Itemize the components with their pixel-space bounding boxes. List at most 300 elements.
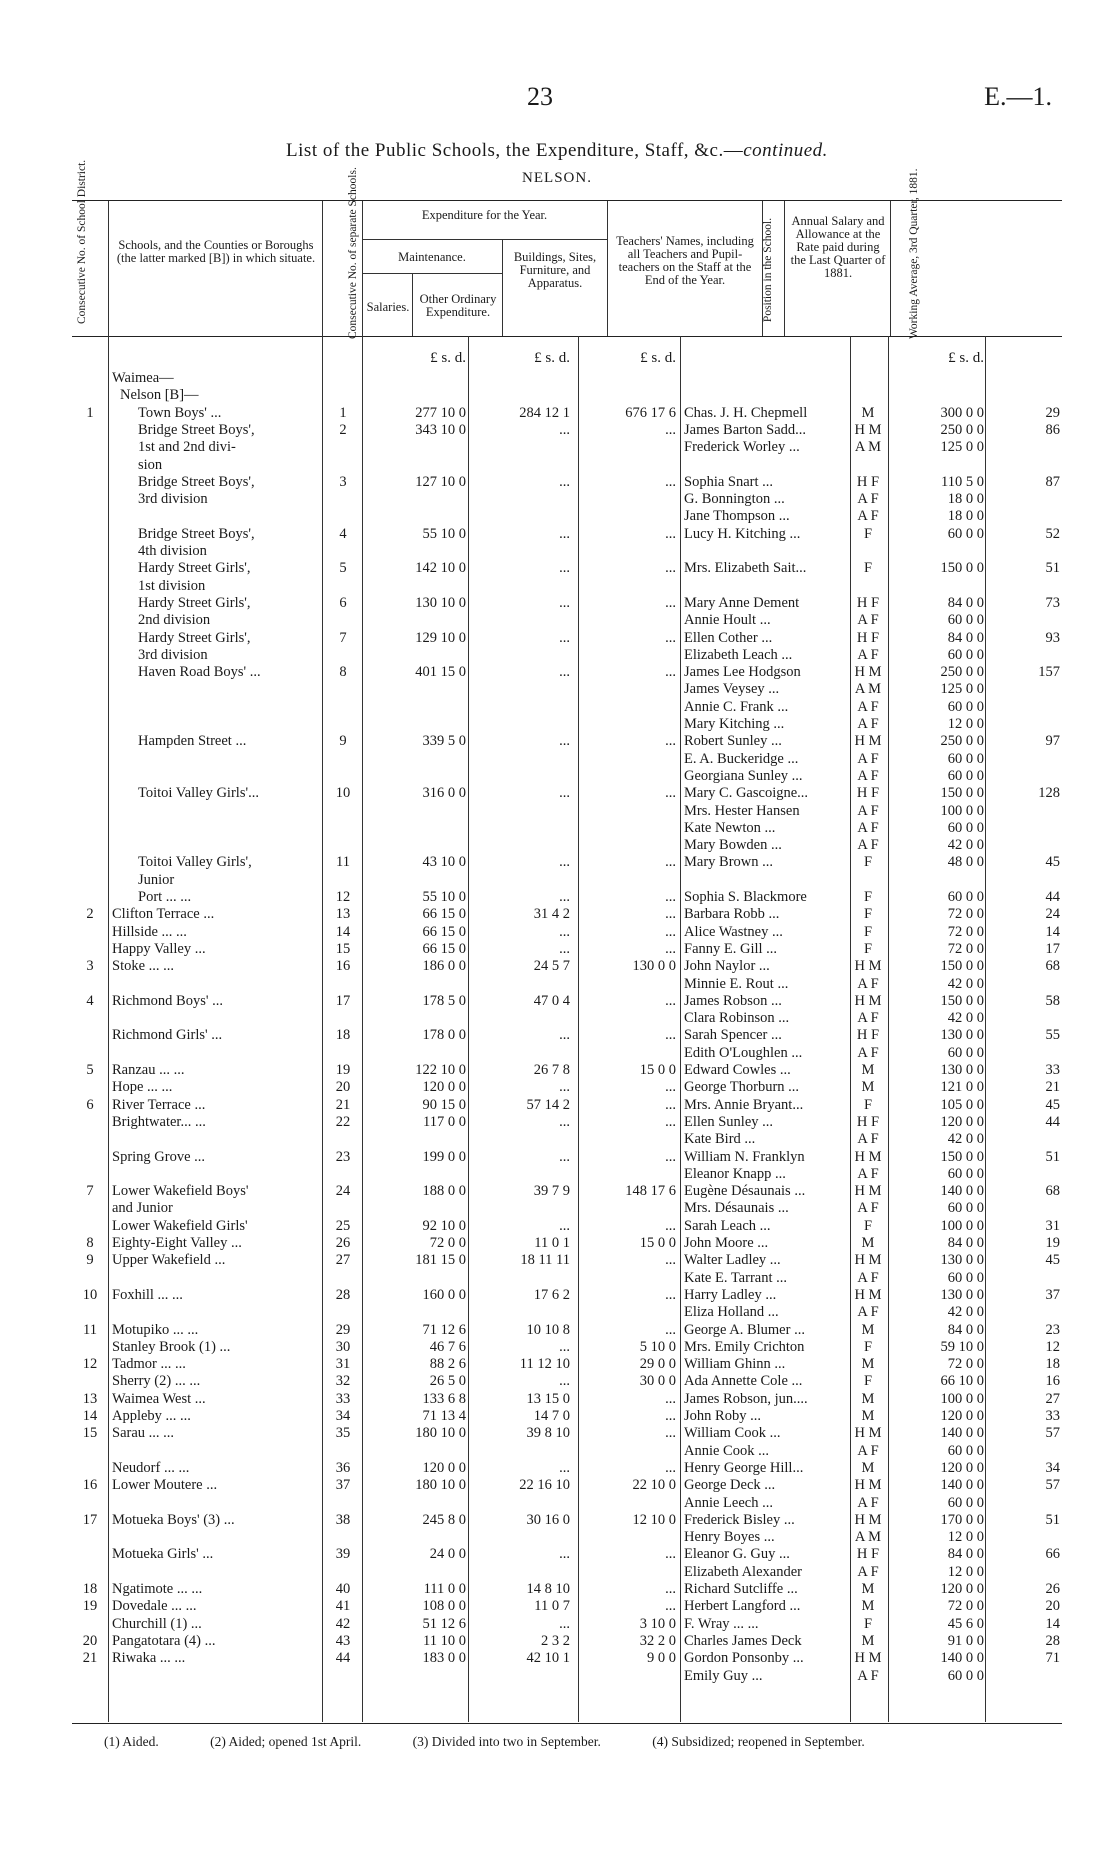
table-row [0, 630, 1114, 647]
other-expenditure-cell: ... [559, 1027, 570, 1044]
teacher-name: Charles James Deck [684, 1632, 802, 1649]
buildings-cell: ... [665, 906, 676, 923]
buildings-cell: 32 2 0 [639, 1632, 676, 1649]
school-name: Eighty-Eight Valley ... [112, 1235, 242, 1251]
table-row [0, 1391, 1114, 1408]
buildings-cell: ... [665, 1217, 676, 1234]
table-row [0, 387, 1114, 404]
school-name: Motueka Boys' (3) ... [112, 1511, 235, 1528]
other-expenditure-cell: 11 12 10 [519, 1356, 570, 1373]
teacher-name: Mary Kitching ... [684, 716, 785, 732]
salaries-cell: 183 0 0 [422, 1650, 466, 1667]
teacher-name: F. Wray ... ... [684, 1615, 759, 1632]
position-cell: A F [857, 1667, 879, 1684]
position-cell: M [861, 1598, 875, 1615]
other-expenditure-cell: 31 4 2 [533, 906, 570, 923]
school-name: Haven Road Boys' ... [138, 664, 261, 681]
buildings-cell: ... [665, 473, 676, 490]
salaries-cell: 343 10 0 [415, 421, 466, 438]
salary-cell: 84 0 0 [947, 594, 984, 611]
buildings-cell: ... [665, 992, 676, 1009]
salaries-cell: 55 10 0 [422, 525, 466, 542]
footnote: (4) Subsidized; reopened in September. [652, 1734, 865, 1749]
teacher-name: Fanny E. Gill ... [684, 940, 778, 957]
school-number: 7 [339, 629, 347, 646]
position-cell: F [863, 889, 873, 905]
school-name: Stanley Brook (1) ... [112, 1338, 231, 1355]
school-name: Tadmor ... ... [112, 1356, 186, 1373]
school-name: Upper Wakefield ... [112, 1252, 226, 1269]
salaries-cell: 120 0 0 [422, 1079, 466, 1096]
average-cell: 29 [1045, 404, 1060, 421]
position-cell: H F [856, 1546, 880, 1563]
school-name: and Junior [112, 1200, 173, 1217]
salaries-cell: 181 15 0 [415, 1252, 466, 1269]
teacher-name: Jane Thompson ... [684, 508, 790, 525]
salary-cell: 60 0 0 [947, 1165, 984, 1182]
school-name: Ranzau ... ... [112, 1062, 185, 1078]
buildings-cell: 29 0 0 [639, 1356, 676, 1373]
teacher-name: Herbert Langford ... [684, 1598, 801, 1615]
buildings-cell: ... [665, 1598, 676, 1615]
salary-cell: 130 0 0 [940, 1062, 984, 1078]
school-name: Clifton Terrace ... [112, 906, 215, 923]
header-district: Consecutive No. of School District. [76, 159, 88, 324]
table-row [0, 1045, 1114, 1062]
other-expenditure-cell: 13 15 0 [526, 1390, 570, 1407]
header-salary: Annual Salary and Allowance at the Rate paid during the Last Quarter of 1881. [790, 214, 886, 280]
position-cell: M [861, 1235, 875, 1251]
table-row [0, 1200, 1114, 1217]
salary-cell: 130 0 0 [940, 1027, 984, 1044]
footnote: (3) Divided into two in September. [412, 1734, 601, 1749]
teacher-name: John Roby ... [684, 1408, 761, 1424]
average-cell: 28 [1045, 1632, 1060, 1649]
salary-cell: 42 0 0 [947, 975, 984, 992]
salaries-cell: 71 12 6 [422, 1321, 466, 1338]
teacher-name: Elizabeth Alexander [684, 1563, 802, 1580]
school-name: Dovedale ... ... [112, 1598, 197, 1615]
position-cell: H M [854, 421, 882, 438]
col-divider [502, 239, 503, 336]
unit-other: £ s. d. [534, 350, 570, 366]
position-cell: H M [854, 958, 882, 975]
school-name: Hope ... ... [112, 1079, 173, 1096]
salaries-cell: 120 0 0 [422, 1459, 466, 1476]
position-cell: A F [857, 975, 879, 992]
salary-cell: 84 0 0 [947, 629, 984, 646]
teacher-name: Frederick Bisley ... [684, 1511, 795, 1528]
position-cell: F [863, 940, 873, 957]
teacher-name: E. A. Buckeridge ... [684, 750, 799, 767]
footnotes [104, 1734, 984, 1750]
table-row [0, 422, 1114, 439]
salary-cell: 140 0 0 [940, 1183, 984, 1200]
average-cell: 19 [1045, 1235, 1060, 1251]
school-number: 2 [339, 421, 347, 438]
school-name: Sherry (2) ... ... [112, 1373, 201, 1390]
salaries-cell: 108 0 0 [422, 1598, 466, 1615]
district-number: 4 [86, 992, 94, 1009]
table-row [0, 976, 1114, 993]
salary-cell: 130 0 0 [940, 1286, 984, 1303]
position-cell: A F [857, 1044, 879, 1061]
table-row [0, 1512, 1114, 1529]
other-expenditure-cell: 11 0 7 [534, 1598, 570, 1615]
other-expenditure-cell: ... [559, 560, 570, 577]
page-header [0, 82, 1114, 112]
table-row [0, 1495, 1114, 1512]
school-number: 37 [335, 1477, 351, 1494]
table-row [0, 854, 1114, 871]
teacher-name: G. Bonnington ... [684, 491, 785, 508]
other-expenditure-cell: 39 8 10 [526, 1425, 570, 1442]
position-cell: A M [854, 1529, 882, 1546]
position-cell: A F [857, 1494, 879, 1511]
table-row [0, 1062, 1114, 1079]
table-row [0, 751, 1114, 768]
table-row [0, 820, 1114, 837]
teacher-name: William N. Franklyn [684, 1148, 805, 1165]
buildings-cell: ... [665, 1148, 676, 1165]
salary-cell: 72 0 0 [947, 923, 984, 940]
other-expenditure-cell: ... [559, 473, 570, 490]
table-row [0, 733, 1114, 750]
table-row [0, 906, 1114, 923]
district-number: 15 [82, 1425, 98, 1442]
school-name: Richmond Girls' ... [112, 1027, 223, 1044]
school-name: Hardy Street Girls', [138, 560, 251, 577]
salaries-cell: 401 15 0 [415, 664, 466, 681]
teacher-name: James Lee Hodgson [684, 664, 801, 681]
header-average: Working Average, 3rd Quarter, 1881. [908, 168, 920, 339]
position-cell: M [861, 1079, 875, 1096]
salaries-cell: 277 10 0 [415, 404, 466, 421]
salaries-cell: 180 10 0 [415, 1477, 466, 1494]
salary-cell: 45 6 0 [947, 1615, 984, 1632]
position-cell: M [861, 1459, 875, 1476]
district-number: 11 [83, 1321, 97, 1338]
table-row [0, 647, 1114, 664]
other-expenditure-cell: 18 11 11 [520, 1252, 570, 1269]
table-row [0, 1114, 1114, 1131]
salary-cell: 60 0 0 [947, 1667, 984, 1684]
table-row [0, 491, 1114, 508]
position-cell: A F [857, 1269, 879, 1286]
other-expenditure-cell: ... [559, 1546, 570, 1563]
position-cell: H M [854, 664, 882, 681]
table-row [0, 1668, 1114, 1685]
header-salaries: Salaries. [366, 300, 410, 314]
school-name: Bridge Street Boys', [138, 421, 255, 438]
header-maintenance: Maintenance. [398, 250, 466, 264]
buildings-cell: ... [665, 940, 676, 957]
school-name: Lower Wakefield Boys' [112, 1183, 249, 1200]
salaries-cell: 111 0 0 [423, 1581, 466, 1597]
school-number: 4 [339, 525, 347, 542]
salary-cell: 60 0 0 [947, 1200, 984, 1217]
buildings-cell: ... [665, 1425, 676, 1442]
col-divider [108, 201, 109, 336]
average-cell: 33 [1045, 1408, 1060, 1424]
school-number: 6 [339, 594, 347, 611]
buildings-cell: 15 0 0 [639, 1235, 676, 1251]
salaries-cell: 160 0 0 [422, 1286, 466, 1303]
teacher-name: Mrs. Hester Hansen [684, 802, 800, 819]
school-name: Neudorf ... ... [112, 1459, 190, 1476]
buildings-cell: 15 0 0 [639, 1062, 676, 1078]
average-cell: 55 [1045, 1027, 1060, 1044]
buildings-cell: ... [665, 525, 676, 542]
school-name: Town Boys' ... [138, 404, 222, 421]
salary-cell: 120 0 0 [940, 1113, 984, 1130]
position-cell: A F [857, 508, 879, 525]
buildings-cell: ... [665, 1581, 676, 1597]
school-number: 15 [335, 940, 351, 957]
average-cell: 45 [1045, 1252, 1060, 1269]
buildings-cell: 9 0 0 [647, 1650, 676, 1667]
buildings-cell: ... [665, 421, 676, 438]
position-cell: A F [857, 1010, 879, 1027]
teacher-name: Lucy H. Kitching ... [684, 525, 801, 542]
school-number: 13 [335, 906, 351, 923]
salary-cell: 170 0 0 [940, 1511, 984, 1528]
salary-cell: 60 0 0 [947, 612, 984, 629]
other-expenditure-cell: ... [559, 629, 570, 646]
average-cell: 71 [1045, 1650, 1060, 1667]
header-expenditure: Expenditure for the Year. [421, 208, 548, 222]
position-cell: H M [854, 1477, 882, 1494]
position-cell: A F [857, 716, 879, 732]
average-cell: 27 [1045, 1390, 1060, 1407]
salary-cell: 60 0 0 [947, 698, 984, 715]
average-cell: 73 [1045, 594, 1060, 611]
teacher-name: Sarah Spencer ... [684, 1027, 782, 1044]
header-position: Position in the School. [762, 217, 774, 323]
buildings-cell: 12 10 0 [632, 1511, 676, 1528]
other-expenditure-cell: 284 12 1 [519, 404, 570, 421]
table-row [0, 595, 1114, 612]
district-number: 12 [82, 1356, 98, 1373]
salary-cell: 150 0 0 [940, 785, 984, 802]
buildings-cell: ... [665, 889, 676, 905]
position-cell: A F [857, 1442, 879, 1459]
position-cell: H M [854, 1511, 882, 1528]
position-cell: A F [857, 1200, 879, 1217]
position-cell: H M [854, 1425, 882, 1442]
position-cell: H F [856, 629, 880, 646]
average-cell: 37 [1045, 1286, 1060, 1303]
teacher-name: Sophia Snart ... [684, 473, 774, 490]
buildings-cell: ... [665, 854, 676, 871]
teacher-name: Barbara Robb ... [684, 906, 780, 923]
salaries-cell: 245 8 0 [422, 1511, 466, 1528]
other-expenditure-cell: ... [559, 1148, 570, 1165]
school-name: Spring Grove ... [112, 1148, 206, 1165]
average-cell: 23 [1045, 1321, 1060, 1338]
table-row [0, 993, 1114, 1010]
teacher-name: Mary Anne Dement [684, 594, 800, 611]
position-cell: A F [857, 767, 879, 784]
school-name: Port ... ... [138, 889, 192, 905]
salary-cell: 150 0 0 [940, 992, 984, 1009]
salaries-cell: 71 13 4 [422, 1408, 466, 1424]
position-cell: M [861, 404, 875, 421]
salaries-cell: 51 12 6 [422, 1615, 466, 1632]
table-row [0, 457, 1114, 474]
table-row [0, 1616, 1114, 1633]
school-name: sion [138, 456, 163, 473]
average-cell: 18 [1045, 1356, 1060, 1373]
footnote: (2) Aided; opened 1st April. [210, 1734, 362, 1749]
salaries-cell: 66 15 0 [422, 923, 466, 940]
unit-buildings: £ s. d. [640, 350, 676, 366]
buildings-cell: 30 0 0 [639, 1373, 676, 1390]
school-name: Lower Moutere ... [112, 1477, 218, 1494]
salaries-cell: 133 6 8 [422, 1390, 466, 1407]
position-cell: H M [854, 733, 882, 750]
school-name: Toitoi Valley Girls', [138, 854, 252, 871]
table-row [0, 405, 1114, 422]
teacher-name: James Veysey ... [684, 681, 780, 698]
position-cell: H M [854, 1252, 882, 1269]
position-cell: H M [854, 1183, 882, 1200]
position-cell: A F [857, 1304, 879, 1321]
position-cell: A M [854, 681, 882, 698]
header-school: Schools, and the Counties or Boroughs (the latter marked [B]) in which situate. [116, 238, 316, 265]
buildings-cell: ... [665, 1286, 676, 1303]
school-name: Bridge Street Boys', [138, 473, 255, 490]
table-row [0, 1598, 1114, 1615]
other-expenditure-cell: ... [559, 664, 570, 681]
salaries-cell: 316 0 0 [422, 785, 466, 802]
table-row [0, 1373, 1114, 1390]
title-text: List of the Public Schools, the Expenditure, Staff, &c.— [286, 140, 744, 161]
table-row [0, 1356, 1114, 1373]
school-number: 40 [335, 1581, 351, 1597]
salary-cell: 42 0 0 [947, 1304, 984, 1321]
table-row [0, 941, 1114, 958]
average-cell: 44 [1045, 889, 1060, 905]
teacher-name: Henry Boyes ... [684, 1529, 775, 1546]
school-name: 4th division [138, 543, 207, 559]
school-number: 3 [339, 473, 347, 490]
average-cell: 51 [1045, 560, 1060, 577]
position-cell: F [863, 1217, 873, 1234]
col-divider [322, 201, 323, 336]
table-row [0, 1529, 1114, 1546]
position-cell: A F [857, 837, 879, 854]
position-cell: A F [857, 750, 879, 767]
table-row [0, 664, 1114, 681]
school-name: Appleby ... ... [112, 1408, 191, 1424]
table-row [0, 1183, 1114, 1200]
table-row [0, 716, 1114, 733]
average-cell: 87 [1045, 473, 1060, 490]
average-cell: 66 [1045, 1546, 1060, 1563]
salary-cell: 120 0 0 [940, 1408, 984, 1424]
salary-cell: 59 10 0 [940, 1338, 984, 1355]
school-number: 36 [335, 1459, 351, 1476]
school-number: 17 [335, 992, 351, 1009]
position-cell: A M [854, 439, 882, 456]
table-row [0, 958, 1114, 975]
district-number: 6 [86, 1096, 94, 1113]
school-name: Stoke ... ... [112, 958, 175, 975]
buildings-cell: ... [665, 664, 676, 681]
position-cell: F [863, 1615, 873, 1632]
teacher-name: Kate E. Tarrant ... [684, 1269, 787, 1286]
table-row [0, 1443, 1114, 1460]
salary-cell: 100 0 0 [940, 1217, 984, 1234]
table-row [0, 1270, 1114, 1287]
district-number: 7 [86, 1183, 94, 1200]
buildings-cell: ... [665, 1459, 676, 1476]
school-name: Junior [138, 871, 175, 888]
school-number: 12 [335, 889, 351, 905]
header-buildings: Buildings, Sites, Furniture, and Apparatus. [513, 250, 597, 290]
other-expenditure-cell: 42 10 1 [526, 1650, 570, 1667]
school-name: Waimea West ... [112, 1390, 206, 1407]
teacher-name: Ellen Cother ... [684, 629, 773, 646]
position-cell: H M [854, 992, 882, 1009]
salary-cell: 250 0 0 [940, 733, 984, 750]
school-number: 42 [335, 1615, 351, 1632]
salaries-cell: 66 15 0 [422, 906, 466, 923]
school-number: 14 [335, 923, 351, 940]
average-cell: 14 [1045, 1615, 1060, 1632]
teacher-name: Mrs. Emily Crichton [684, 1338, 805, 1355]
teacher-name: Henry George Hill... [684, 1459, 804, 1476]
teacher-name: Eleanor Knapp ... [684, 1165, 786, 1182]
table-row [0, 1027, 1114, 1044]
salaries-cell: 339 5 0 [422, 733, 466, 750]
teacher-name: Chas. J. H. Chepmell [684, 404, 808, 421]
salary-cell: 60 0 0 [947, 1494, 984, 1511]
col-divider [412, 273, 413, 336]
table-row [0, 1079, 1114, 1096]
position-cell: H F [856, 1027, 880, 1044]
school-number: 16 [335, 958, 351, 975]
salary-cell: 250 0 0 [940, 421, 984, 438]
salary-cell: 100 0 0 [940, 802, 984, 819]
average-cell: 21 [1045, 1079, 1060, 1096]
school-name: Waimea— [112, 370, 174, 386]
salaries-cell: 129 10 0 [415, 629, 466, 646]
position-cell: H F [856, 1113, 880, 1130]
row-divider [362, 239, 607, 240]
other-expenditure-cell: ... [559, 421, 570, 438]
average-cell: 26 [1045, 1581, 1060, 1597]
school-number: 32 [335, 1373, 351, 1390]
salary-cell: 60 0 0 [947, 525, 984, 542]
school-number: 27 [335, 1252, 351, 1269]
buildings-cell: ... [665, 1390, 676, 1407]
buildings-cell: ... [665, 733, 676, 750]
salary-cell: 60 0 0 [947, 646, 984, 663]
average-cell: 44 [1045, 1113, 1060, 1130]
salaries-cell: 24 0 0 [429, 1546, 466, 1563]
position-cell: H M [854, 1148, 882, 1165]
salaries-cell: 186 0 0 [422, 958, 466, 975]
teacher-name: James Barton Sadd... [684, 421, 807, 438]
salary-cell: 48 0 0 [947, 854, 984, 871]
school-number: 1 [339, 404, 347, 421]
salaries-cell: 92 10 0 [422, 1217, 466, 1234]
position-cell: A F [857, 1165, 879, 1182]
school-name: Richmond Boys' ... [112, 992, 223, 1009]
teacher-name: Clara Robinson ... [684, 1010, 790, 1027]
